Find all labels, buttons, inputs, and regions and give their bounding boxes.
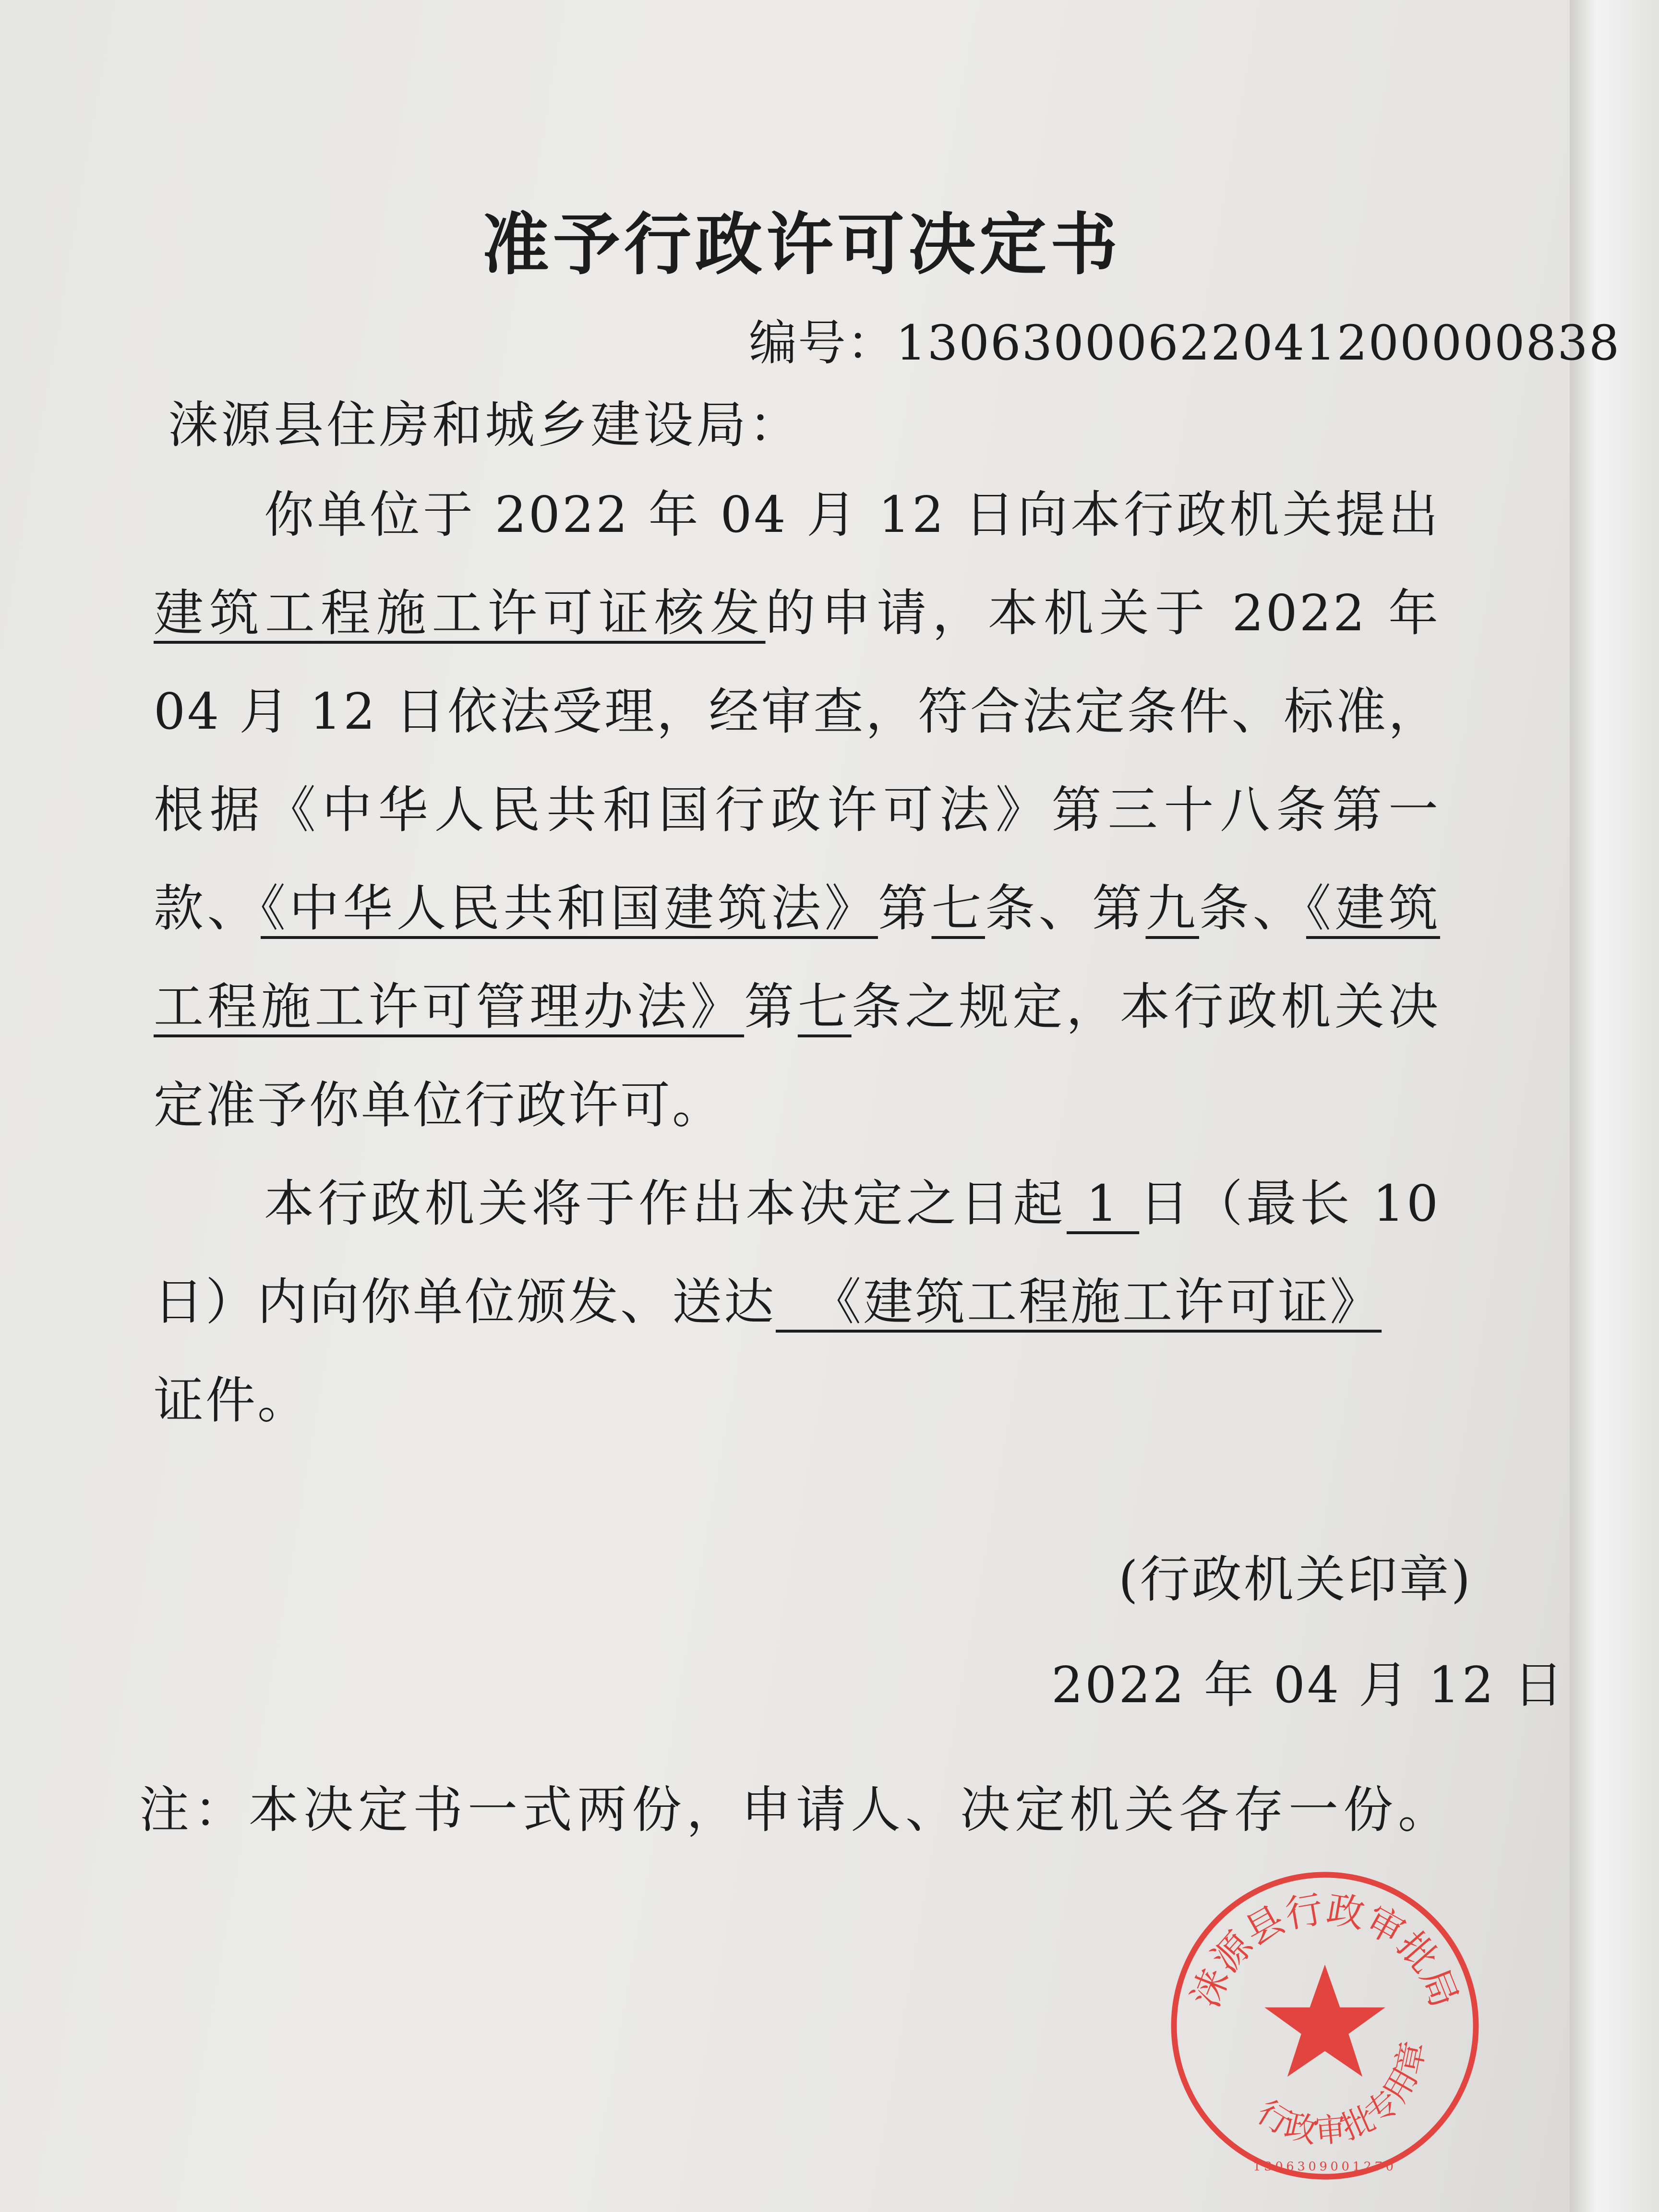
decision-date: 2022 年 04 月 12 日 — [1051, 1656, 1565, 1714]
seal-inner-text: 行政审批专用章 — [1250, 2038, 1433, 2152]
text: 本行政机关将于作出本决定之日起 — [264, 1174, 1067, 1233]
filled-field: 《中华人民共和国建筑法》 — [261, 879, 878, 938]
filled-field: 七 — [931, 879, 985, 938]
document-number: 编号：13063000622041200000838 — [749, 315, 1621, 371]
text: 第 — [744, 977, 798, 1036]
official-seal-stamp — [1162, 1863, 1488, 2189]
text: 证件。 — [154, 1371, 310, 1430]
text: 条之规定，本行政机关决定准予你单位行政许可。 — [154, 977, 1440, 1134]
filled-field: 《建筑工程施工许可证》 — [776, 1273, 1382, 1331]
filled-field: 《建筑工程施工许可管理办法》 — [154, 879, 1440, 1036]
text: 条、第 — [985, 879, 1146, 938]
seal-outer-text: 涞源县行政审批局 — [1183, 1887, 1467, 2013]
text: 条、 — [1199, 879, 1306, 938]
star-icon — [1264, 1965, 1385, 2077]
filled-field: 建筑工程施工许可证核发 — [154, 584, 766, 642]
text: 的申请，本机关于 2022 年 04 月 12 日依法受理，经审查，符合法定条件、标准，根据《中华人民共和国行政许可法》第三十八条第一款、 — [154, 584, 1440, 938]
issuance-paragraph — [154, 1154, 1440, 1450]
seal-code: 1306309001270 — [1253, 2159, 1397, 2174]
footnote: 注：本决定书一式两份，申请人、决定机关各存一份。 — [139, 1780, 1453, 1839]
decision-paragraph — [154, 466, 1440, 1154]
filled-field: 九 — [1145, 879, 1199, 938]
document-body — [154, 384, 1440, 1450]
text: 日（最长 10 日）内向你单位颁发、送达 — [154, 1174, 1440, 1331]
text: 你单位于 2022 年 04 月 12 日向本行政机关提出 — [264, 485, 1440, 544]
addressee: 涞源县住房和城乡建设局： — [168, 396, 802, 454]
text: 第 — [878, 879, 932, 938]
document-title: 准予行政许可决定书 — [481, 205, 1121, 284]
seal-label: (行政机关印章) — [1118, 1550, 1473, 1609]
filled-field: 1 — [1067, 1174, 1140, 1233]
filled-field: 七 — [797, 977, 852, 1036]
